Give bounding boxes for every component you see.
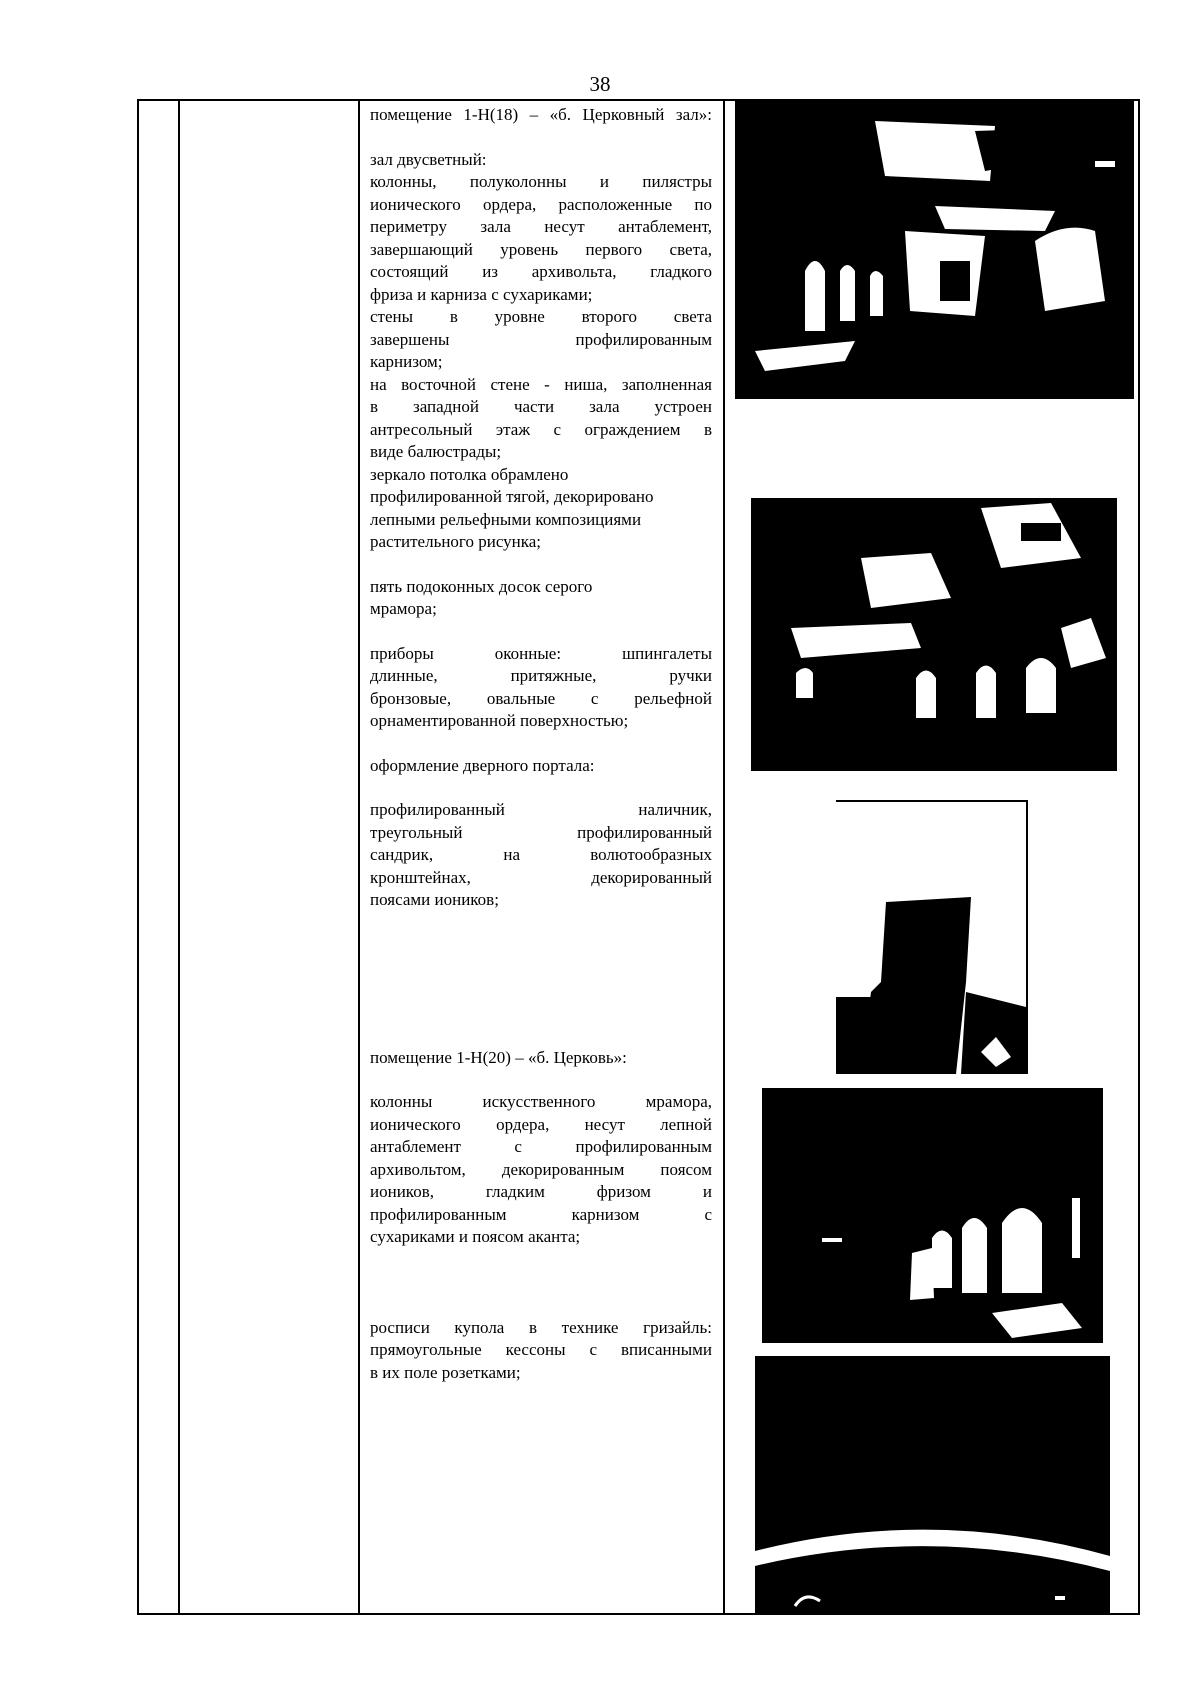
text-line: росписи купола в технике гризайль: [370,1317,712,1337]
text-line: в западной части зала устроен [370,397,712,416]
text-line: лепными рельефными композициями [370,509,642,529]
text-line: поясами иоников; [370,890,499,909]
description-text [370,104,712,1384]
text-line: завершены профилированным [370,329,712,349]
text-line: треугольный профилированный [370,822,712,842]
text-line: антаблемент с профилированным [370,1137,712,1156]
text-line: бронзовые, овальные с рельефной [370,688,712,708]
text-line: архивольтом, декорированным поясом [370,1159,712,1179]
photo-door-portal [836,800,1028,1074]
text-line: колонны, полуколонны и пилястры [370,172,712,191]
window-devices-description [370,643,712,733]
text-line: сухариками и поясом аканта; [370,1227,581,1246]
text-line: зал двусветный: [370,149,487,169]
text-line: фриза и карниза с сухариками; [370,284,593,304]
column-divider [358,101,360,1613]
room-2-paintings-description [370,1317,712,1385]
window-sills-line: пять подоконных досок серого [370,576,593,596]
column-divider [178,101,180,1613]
text-line: антресольный этаж с ограждением в [370,419,712,439]
text-line: в их поле розетками; [370,1362,521,1382]
door-portal-title: оформление дверного портала: [370,755,595,775]
text-line: профилированной тягой, декорировано [370,487,654,506]
text-line: профилированным карнизом с [370,1204,712,1224]
text-line: виде балюстрады; [370,442,502,461]
text-line: завершающий уровень первого света, [370,239,712,259]
room-2-title: помещение 1-Н(20) – «б. Церковь»: [370,1047,627,1067]
room-1-title: помещение 1-Н(18) – «б. Церковный зал»: [370,105,712,124]
text-line: ионического ордера, несут лепной [370,1114,712,1134]
text-line: ионического ордера, расположенные по [370,194,712,214]
text-line: кронштейнах, декорированный [370,867,712,887]
text-line: растительного рисунка; [370,532,542,551]
text-line: зеркало потолка обрамлено [370,464,569,484]
column-divider [723,101,725,1613]
text-line: орнаментированной поверхностью; [370,711,629,730]
text-line: профилированный наличник, [370,800,712,819]
photo-church-interior [762,1088,1103,1343]
text-line: стены в уровне второго света [370,307,712,326]
text-line: колонны искусственного мрамора, [370,1092,712,1111]
room-1-description [370,149,712,554]
text-line: прямоугольные кессоны с вписанными [370,1340,712,1359]
text-line: состоящий из архивольта, гладкого [370,262,712,281]
photo-hall-arched-windows [751,498,1117,771]
text-line: сандрик, на волютообразных [370,845,712,864]
door-portal-description [370,799,712,912]
text-line: приборы оконные: шпингалеты [370,643,712,663]
page-number: 38 [589,72,611,96]
photo-dome-painting [755,1356,1110,1613]
text-line: иоников, гладким фризом и [370,1182,712,1201]
room-2-columns-description [370,1091,712,1249]
text-line: на восточной стене - ниша, заполненная [370,374,712,394]
photo-church-hall-interior [735,101,1134,399]
text-line: периметру зала несут антаблемент, [370,217,712,236]
text-line: длинные, притяжные, ручки [370,666,712,685]
window-sills-line: мрамора; [370,599,437,618]
text-line: карнизом; [370,352,443,371]
